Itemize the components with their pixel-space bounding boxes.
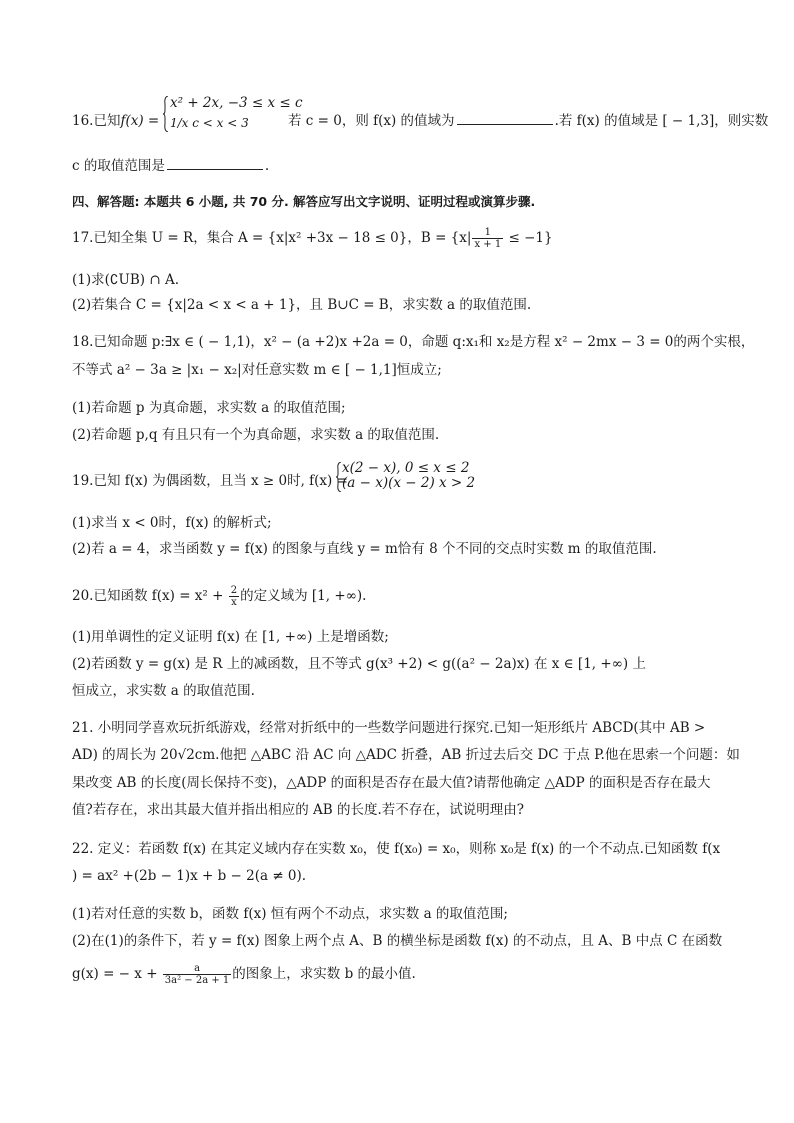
q16-case2: 1/x c < x < 3 [170, 116, 249, 130]
q20-part2: (2)若函数 y = g(x) 是 R 上的减函数，且不等式 g(x³ +2) < g((a² − 2a)x) 在 x ∈ [1, +∞) 上 [72, 656, 646, 672]
q22-part2-cont: g(x) = − x + $\frac{a}{\text{3a² − 2a + 1}}$ 的图象上，求实数 b 的最小值. [72, 963, 416, 986]
q19-case1: x(2 − x), 0 ≤ x ≤ 2 [342, 460, 470, 476]
q16-brace [163, 96, 168, 132]
q16-number: 16. [72, 113, 94, 129]
q17-fraction: $\frac{1}{x + 1}$ [474, 227, 502, 250]
q22-line1: 22. 定义：若函数 f(x) 在其定义域内存在实数 x₀，使 f(x₀) = x₀，则称 x₀是 f(x) 的一个不动点.已知函数 f(x [72, 841, 721, 857]
q16-mid: 若 c = 0，则 f(x) 的值域为 [288, 113, 455, 129]
q20-part2-cont: 恒成立，求实数 a 的取值范围. [72, 683, 255, 699]
q21-line1: 21. 小明同学喜欢玩折纸游戏，经常对折纸中的一些数学问题进行探究.已知一矩形纸片 ABCD(其中 AB > [72, 720, 706, 736]
q16-case1: x² + 2x, −3 ≤ x ≤ c [170, 95, 303, 111]
q16-line1-rest [288, 112, 768, 130]
q19-part2: (2)若 a = 4，求当函数 y = f(x) 的图象与直线 y = m恰有 8 个不同的交点时实数 m 的取值范围. [72, 541, 657, 557]
q22-part2: (2)在(1)的条件下，若 y = f(x) 图象上两个点 A、B 的横坐标是函数 f(x) 的不动点，且 A、B 中点 C 在函数 [72, 933, 723, 949]
q20-stem: 20.已知函数 f(x) = x² + $\frac{2}{x}$ 的定义域为 [1, +∞). [72, 585, 367, 608]
q22-fraction: $\frac{a}{\text{3a² − 2a + 1}}$ [164, 963, 230, 986]
q16-blank2[interactable] [167, 157, 263, 170]
section-4-heading: 四、解答题: 本题共 6 小题, 共 70 分. 解答应写出文字说明、证明过程或演算步骤. [72, 194, 536, 209]
q18-part1: (1)若命题 p 为真命题，求实数 a 的取值范围; [72, 400, 346, 416]
q17-part1: (1)求(∁UB) ∩ A. [72, 272, 179, 288]
q18-part2: (2)若命题 p,q 有且只有一个为真命题，求实数 a 的取值范围. [72, 427, 440, 443]
q18-stem-line1: 18.已知命题 p:∃x ∈ ( − 1,1)，x² − (a +2)x +2a = 0，命题 q:x₁和 x₂是方程 x² − 2mx − 3 = 0的两个实根， [72, 334, 755, 350]
q21-line4: 值?若存在，求出其最大值并指出相应的 AB 的长度.若不存在，试说明理由? [72, 802, 525, 818]
q21-line3: 果改变 AB 的长度(周长保持不变)，△ADP 的面积是否存在最大值?请帮他确定 △ADP 的面积是否存在最大 [72, 775, 711, 791]
q18-stem-line2: 不等式 a² − 3a ≥ |x₁ − x₂|对任意实数 m ∈ [ − 1,1]恒成立; [72, 362, 442, 378]
q16-lead: 已知 [93, 113, 121, 129]
q21-line2: AD) 的周长为 20√2cm.他把 △ABC 沿 AC 向 △ADC 折叠，AB 折过去后交 DC 于点 P.他在思索一个问题：如 [72, 747, 740, 763]
q17-part2: (2)若集合 C = {x|2a < x < a + 1}，且 B∪C = B，求实数 a 的取值范围. [72, 297, 532, 313]
q19-part1: (1)求当 x < 0时，f(x) 的解析式; [72, 515, 272, 531]
q19-brace [336, 462, 341, 492]
q22-line2: ) = ax² +(2b − 1)x + b − 2(a ≠ 0). [72, 868, 307, 884]
q19-case2: (a − x)(x − 2) x > 2 [342, 475, 476, 491]
q17-stem: 17.已知全集 U = R，集合 A = {x|x² +3x − 18 ≤ 0}，B = {x| $\frac{1}{x + 1}$ ≤ −1} [72, 227, 553, 250]
q19-stem: 19.已知 f(x) 为偶函数，且当 x ≥ 0时, f(x) = [72, 473, 348, 489]
q22-part1: (1)若对任意的实数 b，函数 f(x) 恒有两个不动点，求实数 a 的取值范围; [72, 906, 508, 922]
q16-function: f(x) = [120, 113, 160, 129]
q16-line1 [72, 112, 159, 130]
q20-part1: (1)用单调性的定义证明 f(x) 在 [1, +∞) 上是增函数; [72, 629, 389, 645]
q16-tail: .若 f(x) 的值域是 [ − 1,3]，则实数 [554, 113, 769, 129]
q16-blank1[interactable] [457, 112, 553, 125]
q16-line2: c 的取值范围是 . [72, 158, 270, 174]
q20-fraction: $\frac{2}{x}$ [230, 585, 238, 608]
